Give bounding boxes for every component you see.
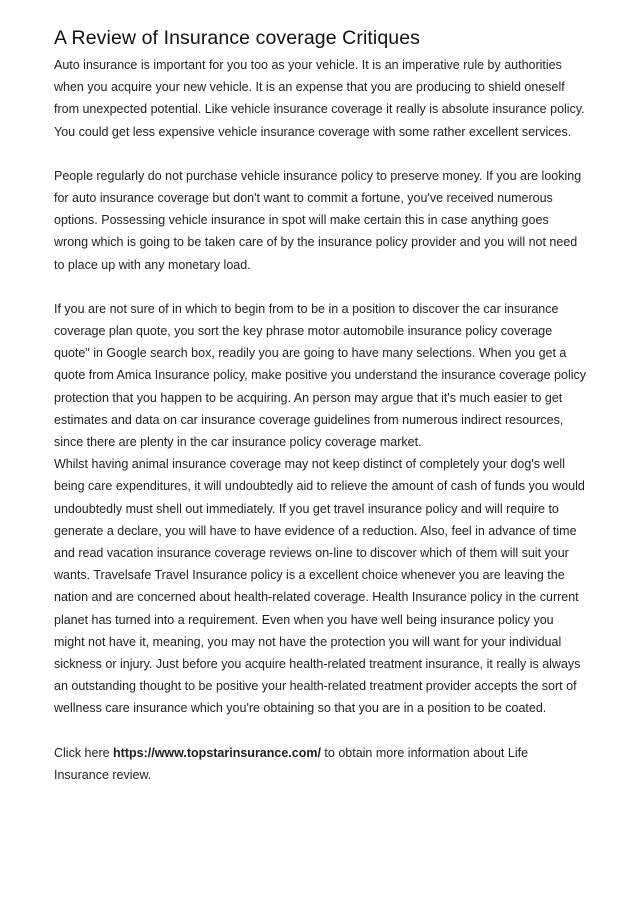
topstarinsurance-link[interactable]: https://www.topstarinsurance.com/ bbox=[113, 745, 321, 760]
closing-prefix: Click here bbox=[54, 745, 114, 760]
paragraph-gap bbox=[54, 143, 586, 165]
document-title: A Review of Insurance coverage Critiques bbox=[54, 27, 421, 49]
paragraph-gap bbox=[54, 720, 586, 742]
closing-suffix: to obtain more information about Life Insurance review. bbox=[54, 745, 529, 782]
paragraph-gap bbox=[54, 276, 586, 298]
paragraph-auto-insurance: Auto insurance is important for you too as your vehicle. It is an imperative rule by authorities when you acquire your new vehicle. It is an expense that you are producing to shield oneself from unexpected potential. Like vehicle insurance coverage it really is absolute insurance policy. You could get less expensive vehicle insurance coverage with some rather excellent services. bbox=[54, 58, 585, 139]
paragraph-quote: If you are not sure of in which to begin from to be in a position to discover the car insurance coverage plan quote, you sort the key phrase motor automobile insurance policy coverage quote" in Google search box, readily you are going to have many selections. When you get a quote from Amica Insurance policy, make positive you understand the insurance coverage policy protection that you happen to be acquiring. An person may argue that it's much easier to get estimates and data on car insurance coverage guidelines from numerous indirect resources, since there are plenty in the car insurance policy coverage market. bbox=[54, 301, 587, 450]
closing-paragraph bbox=[54, 742, 586, 786]
paragraph-animal-travel-health: Whilst having animal insurance coverage may not keep distinct of completely your dog's well being care expenditures, it will undoubtedly aid to relieve the amount of cash of funds you would undoubtedly must shell out immediately. If you get travel insurance policy and will require to generate a declare, you will have to have evidence of a reduction. Also, feel in advance of time and read vacation insurance coverage reviews on-line to discover which of them will suit your wants. Travelsafe Travel Insurance policy is a excellent choice whenever you are leaving the nation and are concerned about health-related coverage. Health Insurance policy in the current planet has turned into a requirement. Even when you have well being insurance policy you might not have it, meaning, you may not have the protection you will want for your individual sickness or injury. Just before you acquire health-related treatment insurance, it really is always an outstanding thought to be positive your health-related treatment provider accepts the sort of wellness care insurance which you're obtaining so that you are in a position to be coated. bbox=[54, 457, 585, 716]
paragraph-money: People regularly do not purchase vehicle insurance policy to preserve money. If you are looking for auto insurance coverage but don't want to commit a fortune, you've received numerous options. Possessing vehicle insurance in spot will make certain this in case anything goes wrong which is going to be taken care of by the insurance policy provider and you will not need to place up with any monetary load. bbox=[54, 168, 582, 272]
document-page bbox=[54, 26, 586, 786]
